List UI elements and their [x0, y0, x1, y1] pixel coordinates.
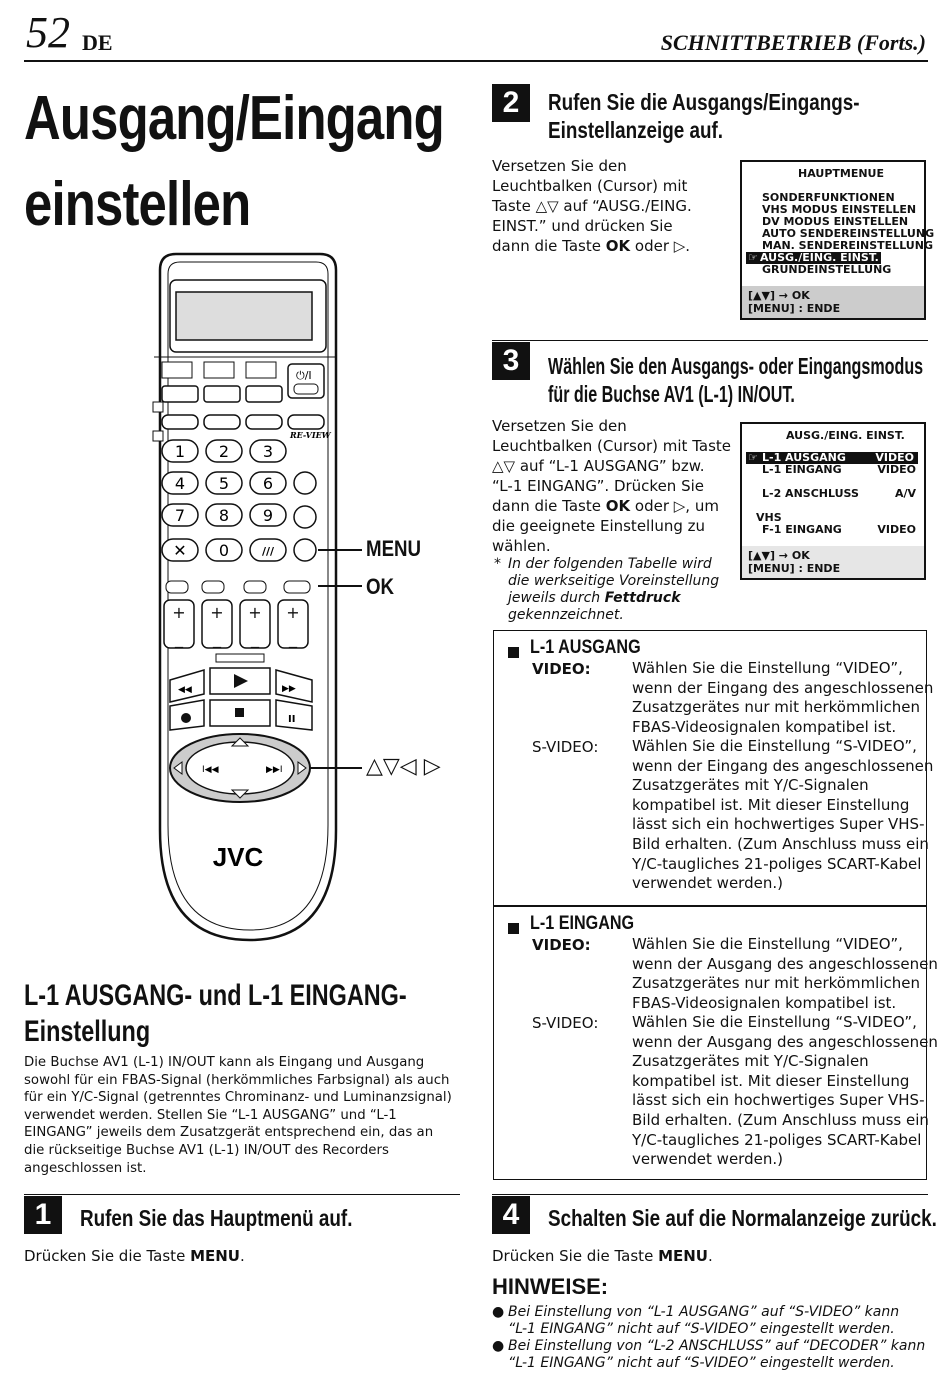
osd-main-footer: [▲▼] → OK [MENU] : ENDE — [742, 286, 924, 318]
key-8: 8 — [218, 506, 230, 525]
osd-main-selected: ☞ AUSG./EING. EINST. — [748, 251, 879, 264]
step1-rule — [24, 1194, 460, 1195]
page-number: 52 — [26, 8, 70, 57]
svg-text:+: + — [248, 603, 262, 622]
note-item: ● Bei Einstellung von “L-1 AUSGANG” auf “S-VIDEO” kann “L-1 EINGANG” nicht auf “S-VIDEO” eingestellt werden. — [492, 1304, 900, 1337]
svg-text:II: II — [288, 714, 296, 725]
step2-number: 2 — [492, 84, 530, 122]
step2-heading: Rufen Sie die Ausgangs/Eingangs- Einstellanzeige auf. — [548, 89, 860, 143]
bullet-square — [508, 923, 519, 934]
osd-main-menu: HAUPTMENUE SONDERFUNKTIONEN VHS MODUS EINSTELLEN DV MODUS EINSTELLEN AUTO SENDEREINSTELLUNG MAN. SENDEREINSTELLUNG ☞ AUSG./EING. EINST. GRUNDEINSTELLUNG [▲▼] → OK [MENU] : ENDE — [740, 160, 926, 320]
svg-text:+: + — [210, 603, 224, 622]
language-code: DE — [82, 30, 113, 55]
svg-text:✕: ✕ — [173, 541, 187, 560]
key-9: 9 — [262, 506, 274, 525]
page-title — [24, 76, 444, 248]
section-heading: L-1 AUSGANG- und L-1 EINGANG- Einstellung — [24, 979, 407, 1048]
ausgang-svideo-desc: Wählen Sie die Einstellung “S-VIDEO”, wenn der Eingang des angeschlossenen Zusatzgerätes mit Y/C-Signalen kompatibel ist. Mit dieser Einstellung lässt sich ein hochwertiges Super VHS- Bild erhalten. (Zum Anschluss muss ein Y/C-taugliches 21-poliges SCART-Kabel verwendet werden.) — [632, 737, 934, 893]
note-item: ● Bei Einstellung von “L-2 ANSCHLUSS” auf “DECODER” kann “L-1 EINGANG” nicht auf “S-VIDEO” eingestellt werden. — [492, 1338, 926, 1371]
svg-text:_: _ — [175, 629, 183, 648]
eingang-video-desc: Wählen Sie die Einstellung “VIDEO”, wenn der Ausgang des angeschlossenen Zusatzgerätes nur mit herkömmlichen FBAS-Videosignalen kompatibel ist. — [632, 935, 938, 1012]
ausgang-svideo-term: S-VIDEO: — [532, 738, 599, 756]
key-4: 4 — [174, 474, 186, 493]
key-7: 7 — [174, 506, 186, 525]
power-label: ⏻/I — [296, 369, 312, 382]
remote-control-illustration — [140, 250, 460, 950]
svg-text:▶▶: ▶▶ — [282, 684, 296, 694]
step1-text: Drücken Sie die Taste MENU. — [24, 1247, 245, 1265]
eingang-video-term: VIDEO: — [532, 936, 591, 954]
table-eingang — [493, 906, 938, 1180]
page-title-line1: Ausgang/Eingang — [24, 84, 444, 153]
step3-rule — [492, 340, 928, 341]
step2-text: Versetzen Sie den Leuchtbalken (Cursor) mit Taste △▽ auf “AUSG./EING. EINST.” und drücken Sie dann die Taste OK oder ▷. — [492, 157, 692, 255]
osd-io-selected-row: ☞ L-1 AUSGANG VIDEO — [746, 452, 918, 464]
notes-heading: HINWEISE: — [492, 1274, 609, 1299]
notes-list — [492, 1304, 928, 1372]
svg-text:I◀◀: I◀◀ — [202, 765, 219, 775]
ok-callout: OK — [366, 574, 395, 599]
svg-text:▶▶I: ▶▶I — [266, 765, 283, 775]
menu-callout: MENU — [366, 536, 422, 561]
key-5: 5 — [218, 474, 230, 493]
step4-number: 4 — [492, 1196, 530, 1234]
key-1: 1 — [174, 442, 186, 461]
table-ausgang — [493, 630, 934, 906]
osd-io-menu: AUSG./EING. EINST. ☞ L-1 AUSGANG VIDEO L-1 EINGANG VIDEO L-2 ANSCHLUSS A/V VHS F-1 EINGANG VIDEO [▲▼] → OK [MENU] : ENDE — [740, 422, 926, 580]
review-label: RE-VIEW — [290, 430, 331, 440]
eingang-title: L-1 EINGANG — [530, 913, 635, 934]
step4-heading: Schalten Sie auf die Normalanzeige zurück. — [548, 1205, 937, 1231]
svg-text:_: _ — [213, 629, 221, 648]
eingang-svideo-desc: Wählen Sie die Einstellung “S-VIDEO”, wenn der Ausgang des angeschlossenen Zusatzgerätes mit Y/C-Signalen kompatibel ist. Mit dieser Einstellung lässt sich ein hochwertiges Super VHS- Bild erhalten. (Zum Anschluss muss ein Y/C-taugliches 21-poliges SCART-Kabel verwendet werden.) — [632, 1013, 938, 1169]
ausgang-video-term: VIDEO: — [532, 660, 591, 678]
eingang-svideo-term: S-VIDEO: — [532, 1014, 599, 1032]
step3-note: * In der folgenden Tabelle wird die werkseitige Voreinstellung jeweils durch Fettdruck gekennzeichnet. — [494, 556, 720, 623]
svg-text:_: _ — [289, 629, 297, 648]
page-title-line2: einstellen — [24, 170, 251, 239]
key-2: 2 — [218, 442, 230, 461]
header-rule — [24, 60, 928, 62]
step1-heading: Rufen Sie das Hauptmenü auf. — [80, 1205, 353, 1231]
svg-text:///: /// — [261, 545, 275, 558]
svg-text:◀◀: ◀◀ — [178, 685, 192, 695]
svg-text:+: + — [286, 603, 300, 622]
step3-number: 3 — [492, 342, 530, 380]
key-0: 0 — [218, 541, 230, 560]
ausgang-title: L-1 AUSGANG — [530, 637, 641, 658]
step3-text: Versetzen Sie den Leuchtbalken (Cursor) mit Taste △▽ auf “L-1 AUSGANG” bzw. “L-1 EINGANG”. Drücken Sie dann die Taste OK oder ▷, um die geeignete Einstellung zu wählen. — [492, 417, 732, 555]
osd-io-title: AUSG./EING. EINST. — [786, 429, 905, 442]
ausgang-video-desc: Wählen Sie die Einstellung “VIDEO”, wenn der Eingang des angeschlossenen Zusatzgerätes nur mit herkömmlichen FBAS-Videosignalen kompatibel ist. — [632, 659, 934, 736]
step4-text: Drücken Sie die Taste MENU. — [492, 1247, 713, 1265]
key-3: 3 — [262, 442, 274, 461]
step3-heading: Wählen Sie den Ausgangs- oder Eingangsmodus für die Buchse AV1 (L-1) IN/OUT. — [548, 353, 924, 407]
key-6: 6 — [262, 474, 274, 493]
brand-logo: JVC — [212, 842, 264, 872]
step1-number: 1 — [24, 1196, 62, 1234]
arrows-callout: △▽◁ ▷ — [366, 754, 441, 779]
bullet-square — [508, 647, 519, 658]
svg-text:+: + — [172, 603, 186, 622]
section-paragraph: Die Buchse AV1 (L-1) IN/OUT kann als Eingang und Ausgang sowohl für ein FBAS-Signal (herkömmliches Farbsignal) als auch für ein Y/C-Signal (getrenntes Chrominanz- und Luminanzsignal) verwendet werden. Stellen Sie “L-1 AUSGANG” und “L-1 EINGANG” jeweils dem Zusatzgerät entsprechend ein, das an die rückseitige Buchse AV1 (L-1) IN/OUT des Recorders angeschlossen ist. — [24, 1055, 452, 1176]
step4-rule — [492, 1194, 928, 1195]
osd-main-title: HAUPTMENUE — [798, 167, 884, 180]
section-title: SCHNITTBETRIEB (Forts.) — [660, 30, 926, 55]
svg-text:_: _ — [251, 629, 259, 648]
osd-io-footer: [▲▼] → OK [MENU] : ENDE — [742, 546, 924, 578]
